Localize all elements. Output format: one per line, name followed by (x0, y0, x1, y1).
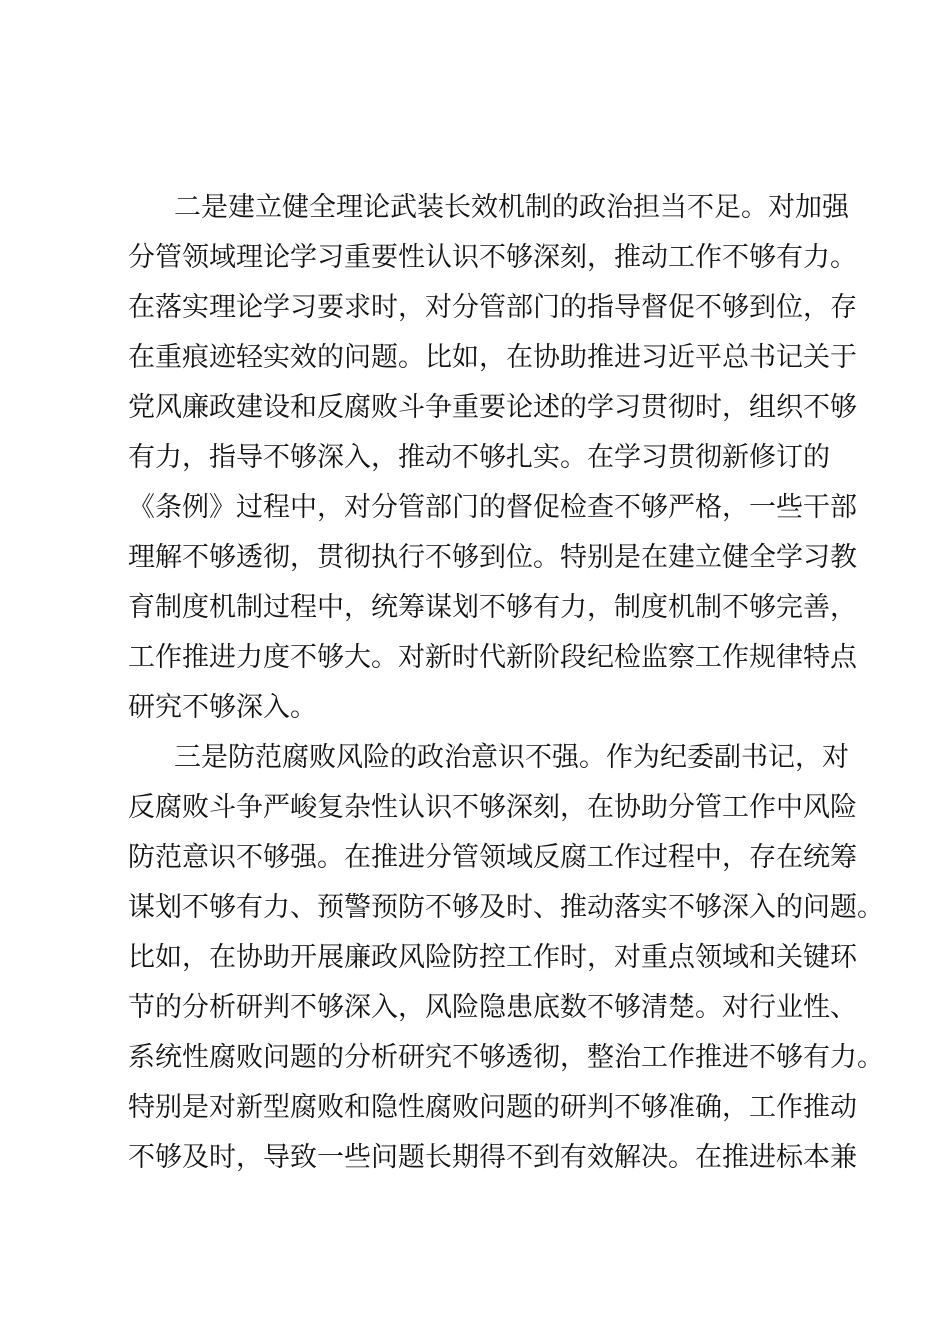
text-line: 三是防范腐败风险的政治意识不强。作为纪委副书记，对 (174, 742, 849, 773)
text-line: 在落实理论学习要求时，对分管部门的指导督促不够到位，存 (128, 292, 857, 323)
text-line: 工作推进力度不够大。对新时代新阶段纪检监察工作规律特点 (128, 642, 857, 673)
text-line: 《条例》过程中，对分管部门的督促检查不够严格，一些干部 (128, 492, 857, 523)
text-line: 有力，指导不够深入，推动不够扎实。在学习贯彻新修订的 (128, 442, 830, 473)
text-line: 不够及时，导致一些问题长期得不到有效解决。在推进标本兼 (128, 1142, 857, 1173)
text-line: 研究不够深入。 (128, 692, 317, 723)
text-line: 系统性腐败问题的分析研究不够透彻，整治工作推进不够有力。 (128, 1042, 884, 1073)
text-line: 党风廉政建设和反腐败斗争重要论述的学习贯彻时，组织不够 (128, 392, 857, 423)
text-line: 分管领域理论学习重要性认识不够深刻，推动工作不够有力。 (128, 242, 857, 273)
text-line: 二是建立健全理论武装长效机制的政治担当不足。对加强 (174, 192, 849, 223)
text-line: 理解不够透彻，贯彻执行不够到位。特别是在建立健全学习教 (128, 542, 857, 573)
text-line: 防范意识不够强。在推进分管领域反腐工作过程中，存在统筹 (128, 842, 857, 873)
text-line: 比如，在协助开展廉政风险防控工作时，对重点领域和关键环 (128, 942, 857, 973)
text-line: 谋划不够有力、预警预防不够及时、推动落实不够深入的问题。 (128, 892, 884, 923)
text-line: 育制度机制过程中，统筹谋划不够有力，制度机制不够完善， (128, 592, 857, 623)
text-line: 节的分析研判不够深入，风险隐患底数不够清楚。对行业性、 (128, 992, 857, 1023)
body-text (128, 183, 884, 1183)
paragraph-2 (128, 183, 857, 733)
text-line: 在重痕迹轻实效的问题。比如，在协助推进习近平总书记关于 (128, 342, 857, 373)
text-line: 特别是对新型腐败和隐性腐败问题的研判不够准确，工作推动 (128, 1092, 857, 1123)
text-line: 反腐败斗争严峻复杂性认识不够深刻，在协助分管工作中风险 (128, 792, 857, 823)
paragraph-3 (128, 733, 884, 1183)
